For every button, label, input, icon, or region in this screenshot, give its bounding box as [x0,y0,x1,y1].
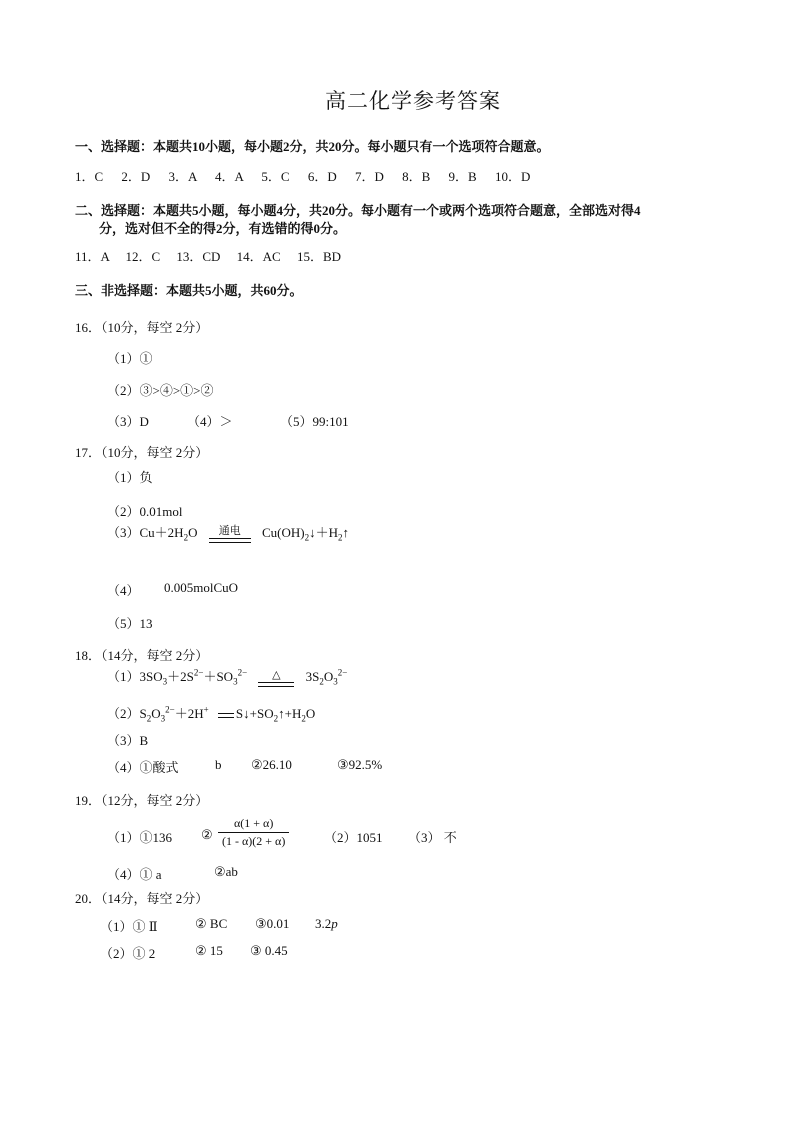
q19-answer-4-2: ②ab [214,864,238,879]
q19-fraction [218,816,289,849]
section2-heading-line2: 分，选对但不全的得2分，有选错的得0分。 [99,221,347,236]
q17-answer-1: （1）负 [107,470,153,485]
section3-heading: 三、非选择题：本题共5小题，共60分。 [75,283,303,298]
section1-heading: 一、选择题：本题共10小题，每小题2分，共20分。每小题只有一个选项符合题意。 [75,139,550,154]
q17-answer-3-equation [107,522,349,543]
q20-answer-1-4: 3.2p [315,916,338,931]
q19-header: 19．（12分，每空 2分） [75,793,209,808]
q20-header: 20．（14分，每空 2分） [75,891,209,906]
q19-fraction-numerator: α(1 + α) [218,816,289,833]
q16-header: 16．（10分，每空 2分） [75,320,209,335]
q20-answer-1-2: ② BC [195,916,228,931]
q20-answer-1-3: ③0.01 [255,916,290,931]
section1-answers: 1．C 2．D 3．A 4．A 5．C 6．D 7．D 8．B 9．B 10．D [75,169,531,184]
q18-eq-heat-arrow: △ [258,669,294,687]
q18-answer-4-3: ②26.10 [251,757,292,772]
page-title: 高二化学参考答案 [325,89,501,113]
q19-answer-2: （2）1051 [324,830,383,845]
q17-answer-2: （2）0.01mol [107,504,183,519]
q16-answer-3: （3）D [107,414,149,429]
q18-answer-1-equation: $(1)3SO_3+2S^{2-}+SO_3^{2-}$ △ $3S_2O_3^{2-}$ [107,667,348,687]
section2-answers: 11．A 12．C 13．CD 14．AC 15．BD [75,249,342,264]
q19-answer-1: （1）①136 [107,830,173,845]
q17-eq-products: $Cu(OH)_2↓+H_2↑$ [261,525,349,543]
q19-answer-1-circle: ② [201,827,213,842]
section2-heading-line1: 二、选择题：本题共5小题，每小题4分，共20分。每小题有一个或两个选项符合题意，全部选对得4 [75,203,641,218]
q18-header: 18．（14分，每空 2分） [75,648,209,663]
q18-answer-3: （3）B [107,733,149,748]
q20-answer-2-1: （2）① 2 [100,946,156,961]
q16-answer-4: （4）＞ [187,414,233,429]
q18-eq2-equals [218,713,234,718]
q18-answer-4-2: b [215,757,222,772]
q17-eq-reactants: $(3)Cu+2H_2O$ [107,525,198,543]
q20-answer-2-2: ② 15 [195,943,223,958]
q18-answer-2-equation: $(2)S_2O_3^{2-}+2H^+$ $S↓+SO_2↑+H_2O$ [107,704,316,724]
q17-answer-4-label: （4） [107,583,140,598]
q19-answer-4-1: （4）① a [107,867,162,882]
q20-answer-2-3: ③ 0.45 [250,943,288,958]
q17-answer-4-value: 0.005molCuO [164,580,239,595]
q16-answer-2: （2）③>④>①>② [107,383,214,398]
q19-fraction-denominator: (1 - α)(2 + α) [222,834,286,848]
q16-answer-5: （5）99:101 [280,414,349,429]
q19-answer-3: （3） 不 [408,830,457,845]
q18-answer-4-4: ③92.5% [337,757,383,772]
q17-eq-condition-arrow: 通电 [209,525,251,543]
q18-answer-4-1: （4）①酸式 [107,760,179,775]
q17-answer-5: （5）13 [107,616,153,631]
q17-header: 17．（10分，每空 2分） [75,445,209,460]
q16-answer-1: （1）① [107,351,153,366]
q20-answer-1-1: （1）① Ⅱ [100,919,158,934]
